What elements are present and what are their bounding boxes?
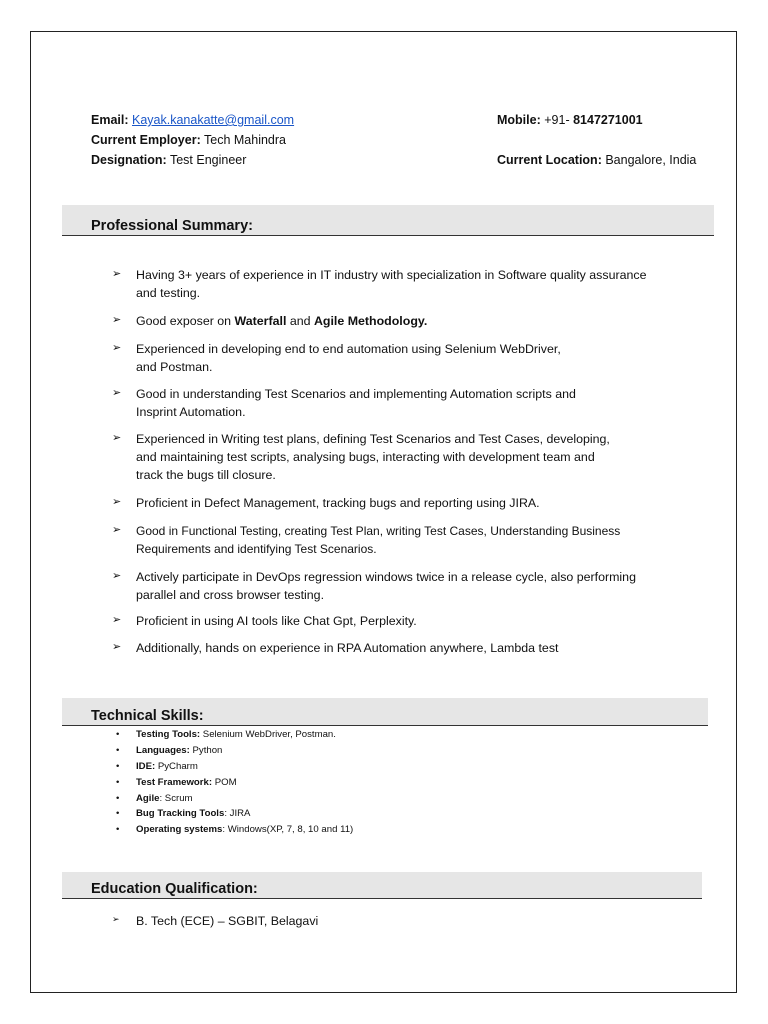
skill-item: • Operating systems: Windows(XP, 7, 8, 10 and 11) bbox=[116, 822, 353, 838]
employer-label: Current Employer: bbox=[91, 133, 201, 147]
summary-section-header bbox=[62, 205, 714, 236]
round-bullet-icon: • bbox=[116, 745, 120, 756]
location-line bbox=[497, 150, 696, 170]
summary-item: Good exposer on Waterfall and Agile Methodology. bbox=[136, 314, 428, 328]
email-label: Email: bbox=[91, 113, 129, 127]
skill-item: • Agile: Scrum bbox=[116, 791, 193, 807]
skill-item: • IDE: PyCharm bbox=[116, 759, 198, 775]
education-section-header bbox=[62, 872, 702, 899]
skill-item: • Test Framework: POM bbox=[116, 775, 237, 791]
designation-line bbox=[91, 150, 246, 170]
designation-value: Test Engineer bbox=[169, 153, 247, 167]
arrowhead-bullet-icon: ➢ bbox=[112, 387, 122, 399]
arrowhead-bullet-icon: ➢ bbox=[112, 496, 122, 508]
summary-item: Experienced in developing end to end automation using Selenium WebDriver, and Postman. bbox=[136, 342, 561, 374]
skill-item: • Testing Tools: Selenium WebDriver, Postman. bbox=[116, 727, 336, 743]
skill-item: • Bug Tracking Tools: JIRA bbox=[116, 806, 250, 822]
summary-item: Good in Functional Testing, creating Test Plan, writing Test Cases, Understanding Business Requirements and identifying Test Scenarios. bbox=[136, 524, 621, 556]
arrowhead-bullet-icon: ➢ bbox=[112, 914, 120, 924]
summary-heading: Professional Summary: bbox=[91, 218, 253, 234]
arrowhead-bullet-icon: ➢ bbox=[112, 432, 122, 444]
round-bullet-icon: • bbox=[116, 729, 120, 740]
round-bullet-icon: • bbox=[116, 824, 120, 835]
arrowhead-bullet-icon: ➢ bbox=[112, 342, 122, 354]
mobile-line bbox=[497, 110, 643, 130]
arrowhead-bullet-icon: ➢ bbox=[112, 524, 122, 536]
arrowhead-bullet-icon: ➢ bbox=[112, 614, 122, 626]
summary-item: Actively participate in DevOps regression windows twice in a release cycle, also performing parallel and cross browser testing. bbox=[136, 570, 636, 602]
employer-value: Tech Mahindra bbox=[204, 133, 286, 147]
designation-label: Designation: bbox=[91, 153, 167, 167]
round-bullet-icon: • bbox=[116, 793, 120, 804]
resume-page bbox=[30, 31, 737, 993]
summary-item: Experienced in Writing test plans, defining Test Scenarios and Test Cases, developing, and maintaining test scripts, analysing bugs, interacting with development team and track the bugs till closure. bbox=[136, 432, 610, 482]
location-value: Bangalore, India bbox=[605, 153, 697, 167]
email-line bbox=[91, 110, 294, 130]
round-bullet-icon: • bbox=[116, 761, 120, 772]
mobile-number: 8147271001 bbox=[573, 113, 643, 127]
skill-item: • Languages: Python bbox=[116, 743, 222, 759]
summary-item: Good in understanding Test Scenarios and implementing Automation scripts and Insprint Automation. bbox=[136, 387, 576, 419]
round-bullet-icon: • bbox=[116, 777, 120, 788]
arrowhead-bullet-icon: ➢ bbox=[112, 314, 122, 326]
education-heading: Education Qualification: bbox=[91, 881, 258, 897]
arrowhead-bullet-icon: ➢ bbox=[112, 268, 122, 280]
summary-item: Proficient in Defect Management, tracking bugs and reporting using JIRA. bbox=[136, 496, 540, 510]
location-label: Current Location: bbox=[497, 153, 602, 167]
round-bullet-icon: • bbox=[116, 808, 120, 819]
skills-section-header bbox=[62, 698, 708, 726]
summary-item: Additionally, hands on experience in RPA Automation anywhere, Lambda test bbox=[136, 641, 559, 655]
education-item: B. Tech (ECE) – SGBIT, Belagavi bbox=[136, 914, 319, 928]
summary-item: Proficient in using AI tools like Chat Gpt, Perplexity. bbox=[136, 614, 417, 628]
email-link[interactable]: Kayak.kanakatte@gmail.com bbox=[132, 113, 295, 127]
skills-heading: Technical Skills: bbox=[91, 708, 204, 724]
arrowhead-bullet-icon: ➢ bbox=[112, 641, 122, 653]
arrowhead-bullet-icon: ➢ bbox=[112, 570, 122, 582]
summary-item: Having 3+ years of experience in IT industry with specialization in Software quality assurance and testing. bbox=[136, 268, 647, 300]
employer-line bbox=[91, 130, 286, 150]
mobile-prefix: +91- bbox=[544, 113, 570, 127]
mobile-label: Mobile: bbox=[497, 113, 541, 127]
